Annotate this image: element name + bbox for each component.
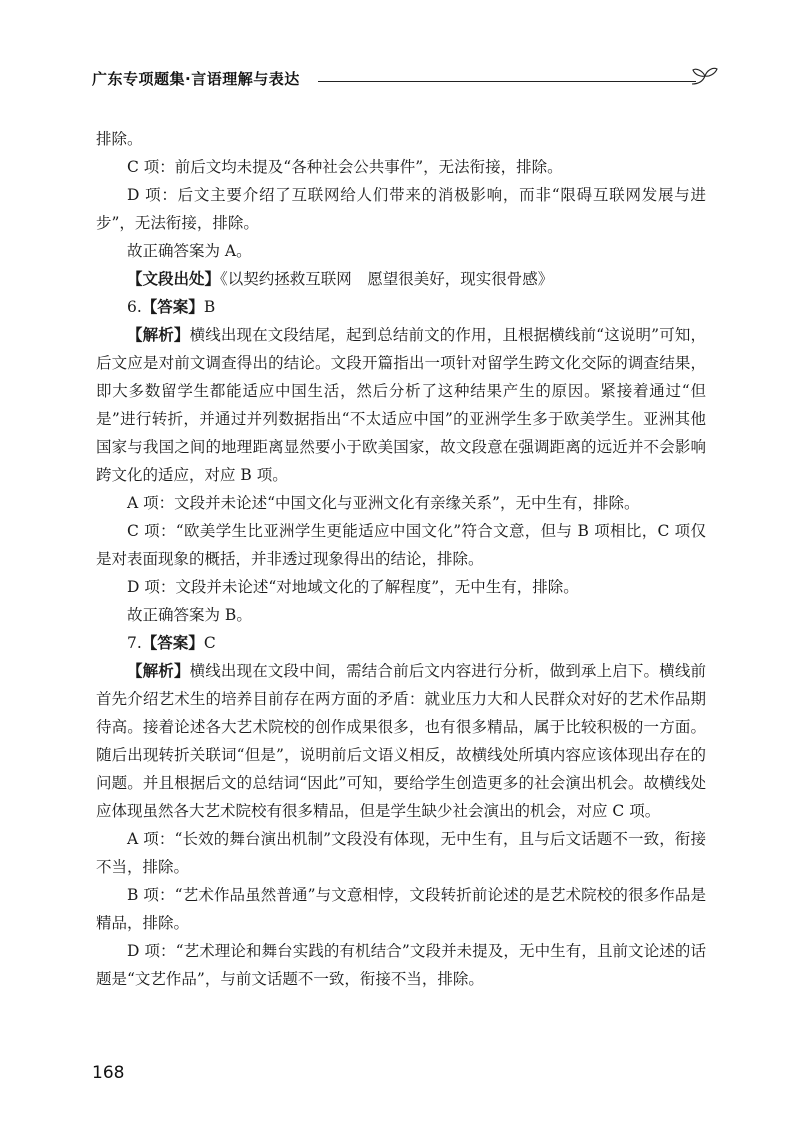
paragraph: 故正确答案为 A。 — [127, 242, 252, 260]
source-label: 【文段出处】 — [127, 270, 221, 288]
paragraph: A 项：文段并未论述“中国文化与亚洲文化有亲缘关系”，无中生有，排除。 — [127, 494, 640, 512]
page-number: 168 — [92, 1063, 125, 1083]
paragraph: C 项：“欧美学生比亚洲学生更能适应中国文化”符合文意，但与 B 项相比，C 项仅是对表面现象的概括，并非透过现象得出的结论，排除。 — [96, 522, 706, 568]
analysis-label: 【解析】 — [127, 326, 190, 344]
running-header-title: 广东专项题集·言语理解与表达 — [92, 70, 300, 88]
answer-value: B — [203, 298, 216, 316]
answer-line-6 — [96, 293, 706, 321]
sprout-icon — [690, 62, 720, 90]
paragraph: D 项：文段并未论述“对地域文化的了解程度”，无中生有，排除。 — [127, 578, 579, 596]
question-number: 6. — [127, 298, 142, 316]
source-citation: 【文段出处】《以契约拯救互联网 愿望很美好，现实很骨感》 — [127, 270, 554, 288]
answer-label: 【答案】 — [141, 634, 204, 652]
running-header — [92, 62, 722, 92]
paragraph: D 项：“艺术理论和舞台实践的有机结合”文段并未提及，无中生有，且前文论述的话题是“文艺作品”，与前文话题不一致，衔接不当，排除。 — [96, 942, 706, 988]
analysis-label: 【解析】 — [127, 662, 190, 680]
answer-line-7 — [96, 629, 706, 657]
paragraph: D 项：后文主要介绍了互联网给人们带来的消极影响，而非“限碍互联网发展与进步”，无法衔接，排除。 — [96, 186, 706, 232]
analysis-paragraph: 【解析】横线出现在文段中间，需结合前后文内容进行分析，做到承上启下。横线前首先介绍艺术生的培养目前存在两方面的矛盾：就业压力大和人民群众对好的艺术作品期待高。接着论述各大艺术院校的创作成果很多，也有很多精品，属于比较积极的一方面。随后出现转折关联词“但是”，说明前后文语义相反，故横线处所填内容应该体现出存在的问题。并且根据后文的总结词“因此”可知，要给学生创造更多的社会演出机会。故横线处应体现虽然各大艺术院校有很多精品，但是学生缺少社会演出的机会，对应 C 项。 — [96, 662, 706, 820]
answer-explanations — [96, 125, 706, 993]
analysis-paragraph: 【解析】横线出现在文段结尾，起到总结前文的作用，且根据横线前“这说明”可知，后文应是对前文调查得出的结论。文段开篇指出一项针对留学生跨文化交际的调查结果，即大多数留学生都能适应中国生活，然后分析了这种结果产生的原因。紧接着通过“但是”进行转折，并通过并列数据指出“不太适应中国”的亚洲学生多于欧美学生。亚洲其他国家与我国之间的地理距离显然要小于欧美国家，故文段意在强调距离的远近并不会影响跨文化的适应，对应 B 项。 — [96, 326, 706, 484]
paragraph: 故正确答案为 B。 — [127, 606, 252, 624]
paragraph: C 项：前后文均未提及“各种社会公共事件”，无法衔接，排除。 — [127, 158, 563, 176]
answer-label: 【答案】 — [141, 298, 204, 316]
paragraph: 排除。 — [96, 130, 143, 148]
header-rule — [318, 81, 696, 82]
paragraph: B 项：“艺术作品虽然普通”与文意相悖，文段转折前论述的是艺术院校的很多作品是精品，排除。 — [96, 886, 706, 932]
answer-value: C — [203, 634, 216, 652]
paragraph: A 项：“长效的舞台演出机制”文段没有体现，无中生有，且与后文话题不一致，衔接不当，排除。 — [96, 830, 706, 876]
question-number: 7. — [127, 634, 142, 652]
